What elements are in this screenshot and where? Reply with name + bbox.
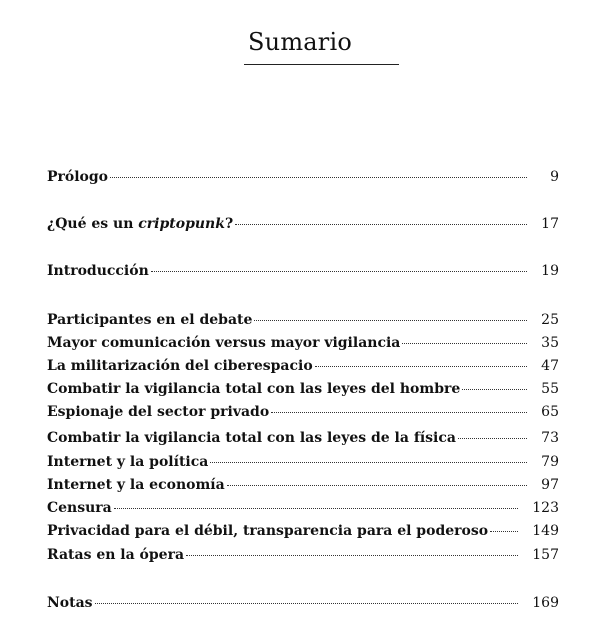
dot-leader xyxy=(151,271,527,272)
dot-leader xyxy=(490,531,518,532)
toc-entry-label: Mayor comunicación versus mayor vigilancia xyxy=(47,335,401,351)
toc-entry-introduccion[interactable] xyxy=(47,260,559,282)
toc-entry-page: 149 xyxy=(532,523,559,539)
toc-entry-page: 73 xyxy=(541,430,559,446)
toc-entry-label: Espionaje del sector privado xyxy=(47,404,270,420)
dot-leader xyxy=(227,485,527,486)
toc-entry-label: Prólogo xyxy=(47,169,109,185)
toc-entry-page: 17 xyxy=(541,216,559,232)
dot-leader xyxy=(254,320,527,321)
toc-entry-page: 169 xyxy=(532,595,559,611)
toc-entry-notas[interactable] xyxy=(47,592,559,614)
toc-entry-censura[interactable] xyxy=(47,497,559,519)
dot-leader xyxy=(114,508,519,509)
toc-entry-page: 157 xyxy=(532,547,559,563)
dot-leader xyxy=(402,343,527,344)
toc-entry-label: Censura xyxy=(47,500,112,516)
toc-entry-page: 47 xyxy=(541,358,559,374)
toc-entry-label-prefix: ¿Qué es un xyxy=(47,216,139,232)
toc-entry-label: La militarización del ciberespacio xyxy=(47,358,313,374)
toc-entry-page: 19 xyxy=(541,263,559,279)
toc-entry-privacidad[interactable] xyxy=(47,520,559,542)
toc-entry-label-suffix: ? xyxy=(224,216,234,232)
toc-entry-label-italic: criptopunk xyxy=(138,216,225,232)
toc-entry-leyes-del-hombre[interactable] xyxy=(47,378,559,400)
toc-entry-mayor-comunicacion[interactable] xyxy=(47,332,559,354)
toc-entry-ratas-en-la-opera[interactable] xyxy=(47,544,559,566)
page-title: Sumario xyxy=(248,28,352,56)
dot-leader xyxy=(210,462,527,463)
dot-leader xyxy=(95,603,519,604)
toc-entry-page: 65 xyxy=(541,404,559,420)
toc-entry-page: 55 xyxy=(541,381,559,397)
toc-entry-que-es-un-criptopunk[interactable] xyxy=(47,213,559,235)
toc-entry-page: 97 xyxy=(541,477,559,493)
dot-leader xyxy=(235,224,527,225)
toc-entry-label: Internet y la política xyxy=(47,454,209,470)
toc-entry-label: Combatir la vigilancia total con las leyes del hombre xyxy=(47,381,461,397)
dot-leader xyxy=(315,366,527,367)
toc-entry-page: 35 xyxy=(541,335,559,351)
toc-entry-label: Notas xyxy=(47,595,93,611)
toc-entry-page: 25 xyxy=(541,312,559,328)
toc-entry-economia[interactable] xyxy=(47,474,559,496)
toc-entry-label: Combatir la vigilancia total con las leyes de la física xyxy=(47,430,456,446)
toc-entry-label: Introducción xyxy=(47,263,149,279)
toc-entry-label: Ratas en la ópera xyxy=(47,547,185,563)
toc-entry-label: Internet y la economía xyxy=(47,477,225,493)
toc-entry-prologo[interactable] xyxy=(47,166,559,188)
dot-leader xyxy=(271,412,527,413)
toc-entry-page: 79 xyxy=(541,454,559,470)
toc-entry-militarizacion[interactable] xyxy=(47,355,559,377)
toc-entry-label: Privacidad para el débil, transparencia para el poderoso xyxy=(47,523,489,539)
toc-entry-leyes-de-la-fisica[interactable] xyxy=(47,427,559,449)
toc-entry-page: 123 xyxy=(532,500,559,516)
dot-leader xyxy=(458,438,527,439)
toc-entry-politica[interactable] xyxy=(47,451,559,473)
toc-entry-espionaje[interactable] xyxy=(47,401,559,423)
dot-leader xyxy=(186,555,518,556)
toc-entry-label: Participantes en el debate xyxy=(47,312,253,328)
dot-leader xyxy=(110,177,527,178)
dot-leader xyxy=(462,389,527,390)
title-rule xyxy=(244,64,399,65)
toc-entry-label xyxy=(47,213,233,235)
toc-entry-participantes[interactable] xyxy=(47,309,559,331)
toc-entry-page: 9 xyxy=(550,169,559,185)
